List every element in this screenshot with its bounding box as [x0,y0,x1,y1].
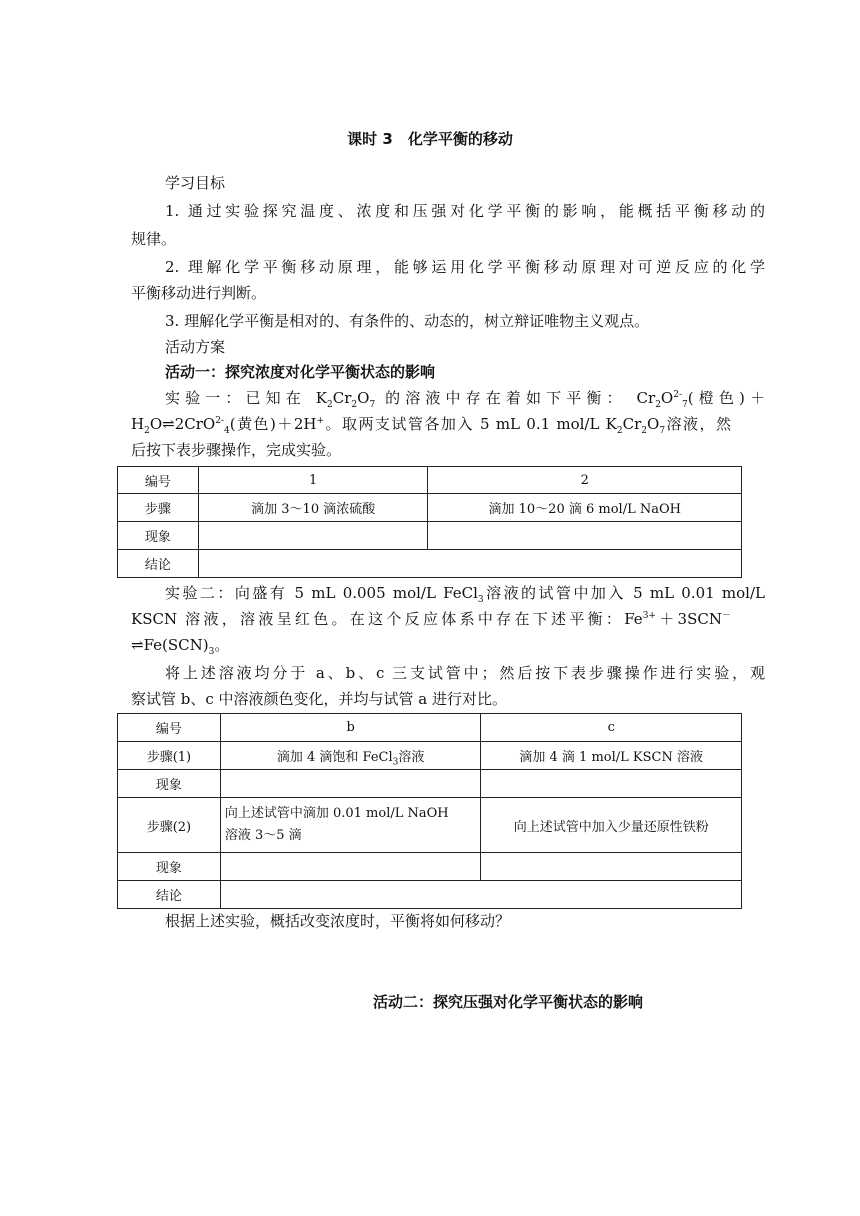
page-title: 课时 3 化学平衡的移动 [347,130,513,148]
table-row [118,798,742,853]
objective-1-line-2: 规律。 [131,230,177,248]
table-row [118,467,742,494]
table-row [118,770,742,798]
table-row [118,494,742,522]
table-row [118,881,742,909]
experiment-2-line-1: 实验二：向盛有 5 mL 0.005 mol/L FeCl$_3$溶液的试管中加入 5 mL 0.01 mol/L [165,584,765,605]
experiment-1-line-2: $H_2O\rightleftharpoons 2CrO^{2-}_4$(黄色)＋2H+。取两支试管各加入 5 mL 0.1 mol/L $K_2Cr_2O_7$溶液，然 [131,415,731,436]
table-row [118,853,742,881]
plan-heading: 活动方案 [165,338,226,356]
activity-1-heading: 活动一：探究浓度对化学平衡状态的影响 [165,363,436,381]
experiment-1-line-1: 实验一：已知在 $K_2Cr_2O_7$ 的溶液中存在着如下平衡： $Cr_2O^{2-}_7$(橙色)＋ [165,389,765,410]
table-cell: 滴加 3～10 滴浓硫酸 [198,494,428,522]
table-cell: 编号 [118,714,221,742]
experiment-2-line-3: $\rightleftharpoons Fe(SCN)_3$。 [131,636,230,657]
table-cell-empty [220,770,481,798]
table-cell: 现象 [118,770,221,798]
table-cell: c [481,714,742,742]
table-cell: 2 [428,467,742,494]
table-cell: 向上述试管中加入少量还原性铁粉 [481,798,742,853]
experiment-2-line-2: KSCN 溶液，溶液呈红色。在这个反应体系中存在下述平衡：$Fe^{3+}+3SCN^-$ [131,610,731,628]
table-cell: 滴加 4 滴饱和 FeCl$_3$溶液 [220,742,481,770]
table-cell: 步骤(1) [118,742,221,770]
table-cell-empty [481,770,742,798]
table-cell: 现象 [118,522,199,550]
experiment-2-table [117,713,742,909]
table-cell: 步骤(2) [118,798,221,853]
experiment-1-table [117,466,742,578]
table-cell: 1 [198,467,428,494]
experiment-2-line-4: 将上述溶液均分于 a、b、c 三支试管中；然后按下表步骤操作进行实验，观 [165,664,765,682]
table-cell-empty [220,853,481,881]
table-cell-empty [198,550,741,578]
table-cell: b [220,714,481,742]
objective-3: 3. 理解化学平衡是相对的、有条件的、动态的，树立辩证唯物主义观点。 [165,312,650,330]
table-cell: 滴加 10～20 滴 6 mol/L NaOH [428,494,742,522]
table-cell-empty [428,522,742,550]
table-cell-empty [198,522,428,550]
activity-2-heading: 活动二：探究压强对化学平衡状态的影响 [373,993,644,1011]
table-cell: 结论 [118,881,221,909]
table-row [118,550,742,578]
experiment-2-line-5: 察试管 b、c 中溶液颜色变化，并均与试管 a 进行对比。 [131,690,508,708]
table-cell: 步骤 [118,494,199,522]
table-cell: 现象 [118,853,221,881]
table-cell: 滴加 4 滴 1 mol/L KSCN 溶液 [481,742,742,770]
summary-question: 根据上述实验，概括改变浓度时，平衡将如何移动？ [165,912,511,930]
objective-2-line-1: 2. 理解化学平衡移动原理，能够运用化学平衡移动原理对可逆反应的化学 [165,258,765,276]
experiment-1-line-3: 后按下表步骤操作，完成实验。 [131,441,342,459]
table-cell-empty [220,881,741,909]
table-cell: 向上述试管中滴加 0.01 mol/L NaOH 溶液 3～5 滴 [220,798,481,853]
table-cell: 结论 [118,550,199,578]
objective-1-line-1: 1. 通过实验探究温度、浓度和压强对化学平衡的影响，能概括平衡移动的 [165,202,765,220]
table-row [118,742,742,770]
table-cell: 编号 [118,467,199,494]
objectives-heading: 学习目标 [165,174,226,192]
table-row [118,714,742,742]
table-cell-empty [481,853,742,881]
table-row [118,522,742,550]
objective-2-line-2: 平衡移动进行判断。 [131,284,267,302]
